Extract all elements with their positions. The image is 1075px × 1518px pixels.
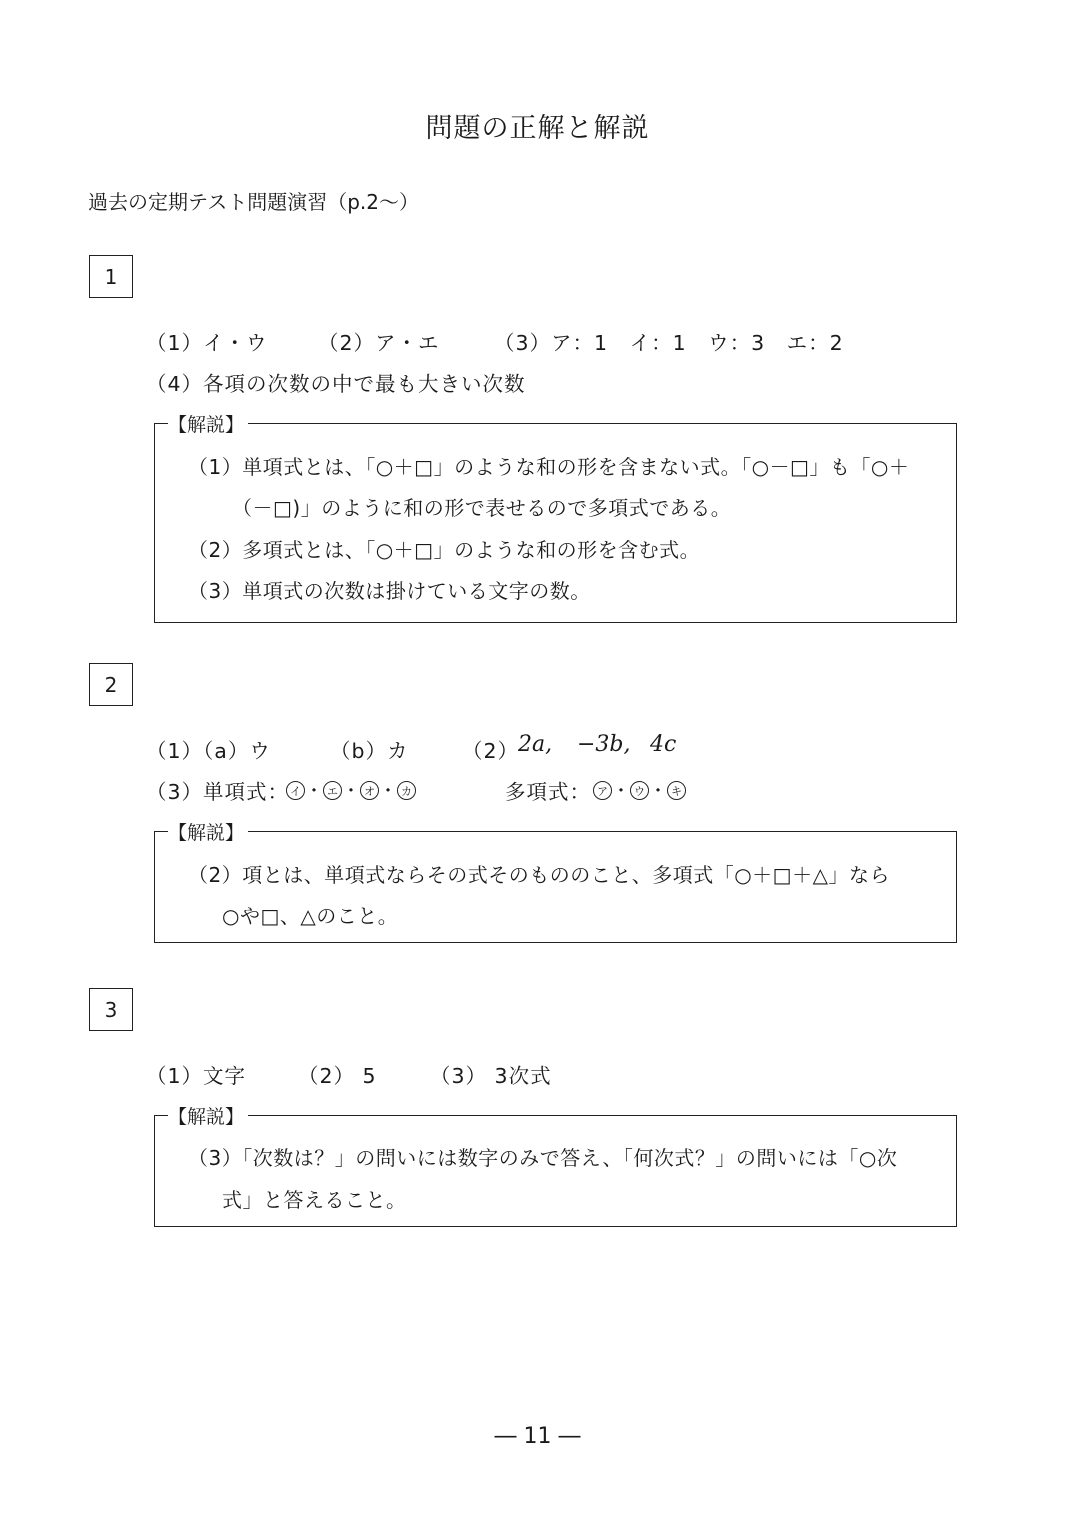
answer-2-2-term-2: −3b, (577, 732, 631, 757)
answer-2-3-monomials: イ ・ エ ・ オ ・ カ (286, 777, 416, 803)
problem-number-3: 3 (89, 988, 133, 1031)
explanation-3-line-1: （3）「次数は？」の問いには数字のみで答え、「何次式？」の問いには「○次 (188, 1146, 898, 1170)
explanation-1-line-4: （3）単項式の次数は掛けている文字の数。 (188, 579, 591, 603)
circled-e: エ (323, 781, 342, 800)
section-subtitle: 過去の定期テスト問題演習（p.2～） (88, 190, 419, 214)
explanation-label-2: 【解説】 (168, 818, 248, 845)
explanation-label-1: 【解説】 (168, 410, 248, 437)
answer-2-1a: （1）（a）ウ (146, 739, 271, 763)
answer-1-4: （4）各項の次数の中で最も大きい次数 (146, 372, 526, 396)
circled-u: ウ (630, 781, 649, 800)
page-title: 問題の正解と解説 (425, 113, 650, 144)
problem-number-2: 2 (89, 663, 133, 706)
answer-2-2-term-1: 2a, (518, 732, 553, 757)
answer-2-1b: （b）カ (330, 739, 409, 763)
explanation-rule-3 (258, 1115, 957, 1116)
circled-a: ア (593, 781, 612, 800)
answer-3-3: （3） 3次式 (430, 1064, 552, 1088)
explanation-1-line-3: （2）多項式とは、「○＋□」のような和の形を含む式。 (188, 538, 701, 562)
answer-1-3: （3）ア：1 イ：1 ウ：3 エ：2 (494, 331, 844, 355)
answer-2-2-term-3: 4c (650, 732, 677, 757)
answer-2-3-polynomials: ア ・ ウ ・ キ (593, 777, 686, 803)
circled-ki: キ (667, 781, 686, 800)
explanation-3-line-2: 式」と答えること。 (222, 1188, 407, 1212)
answer-1-2: （2）ア・エ (318, 331, 440, 355)
circled-ka: カ (397, 781, 416, 800)
explanation-rule-1 (258, 423, 957, 424)
explanation-1-line-1: （1）単項式とは、「○＋□」のような和の形を含まない式。「○－□」も「○＋ (188, 455, 910, 479)
problem-number-1: 1 (89, 255, 133, 298)
page-number: ― 11 ― (494, 1424, 581, 1449)
answer-2-3-poly-label: 多項式： (505, 780, 591, 804)
answer-2-3-label: （3）単項式： (146, 780, 290, 804)
explanation-rule-2 (258, 831, 957, 832)
answer-2-2-label: （2） (462, 739, 520, 763)
explanation-2-line-2: ○や□、△のこと。 (222, 904, 399, 928)
answer-1-1: （1）イ・ウ (146, 331, 268, 355)
explanation-2-line-1: （2）項とは、単項式ならその式そのもののこと、多項式「○＋□＋△」なら (188, 863, 890, 887)
circled-i: イ (286, 781, 305, 800)
circled-o: オ (360, 781, 379, 800)
answer-3-2: （2） 5 (298, 1064, 377, 1088)
answer-3-1: （1）文字 (146, 1064, 247, 1088)
explanation-1-line-2: （－□)」のように和の形で表せるので多項式である。 (232, 496, 732, 520)
explanation-label-3: 【解説】 (168, 1102, 248, 1129)
